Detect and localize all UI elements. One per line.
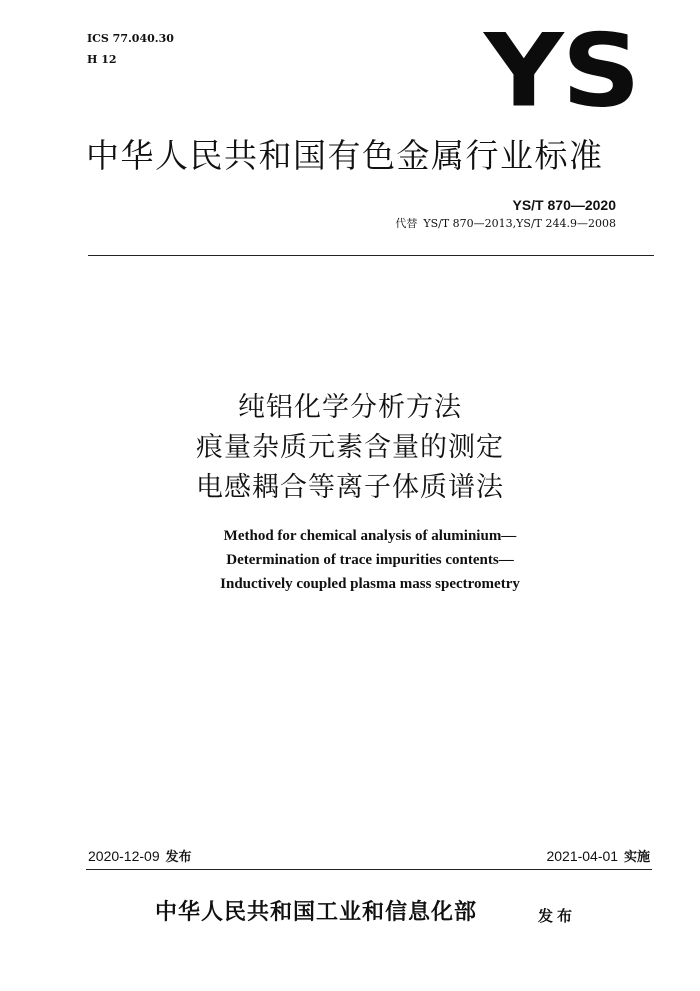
issue-date: 2020-12-09: [88, 848, 160, 864]
footer-divider: [86, 869, 652, 870]
en-title-line-3: Inductively coupled plasma mass spectrometry: [220, 576, 520, 592]
issue-label: 发布: [165, 850, 192, 865]
ys-logo: YS: [484, 11, 639, 130]
publisher-name: 中华人民共和国工业和信息化部: [155, 900, 478, 925]
standard-category-title: 中华人民共和国有色金属行业标准: [86, 136, 604, 175]
implementation-date-line: [546, 847, 650, 867]
cn-title-line-2: 痕量杂质元素含量的测定: [196, 432, 504, 463]
classification-code: H 12: [87, 53, 117, 66]
cn-title-line-1: 纯铝化学分析方法: [238, 392, 462, 423]
replaces-value: YS/T 870—2013,YS/T 244.9—2008: [423, 217, 616, 230]
issue-date-line: [88, 847, 192, 867]
en-title-line-2: Determination of trace impurities contents—: [226, 552, 514, 568]
ics-code: ICS 77.040.30: [87, 32, 174, 45]
standard-number: YS/T 870—2020: [512, 197, 616, 213]
replaces-line: [395, 217, 616, 231]
implementation-label: 实施: [623, 850, 650, 865]
en-title-line-1: Method for chemical analysis of aluminium—: [223, 528, 517, 544]
replaces-label: 代替: [395, 217, 418, 230]
publish-label: 发布: [538, 907, 577, 925]
header-divider: [88, 255, 654, 256]
cn-title-line-3: 电感耦合等离子体质谱法: [196, 472, 504, 503]
implementation-date: 2021-04-01: [546, 848, 619, 864]
